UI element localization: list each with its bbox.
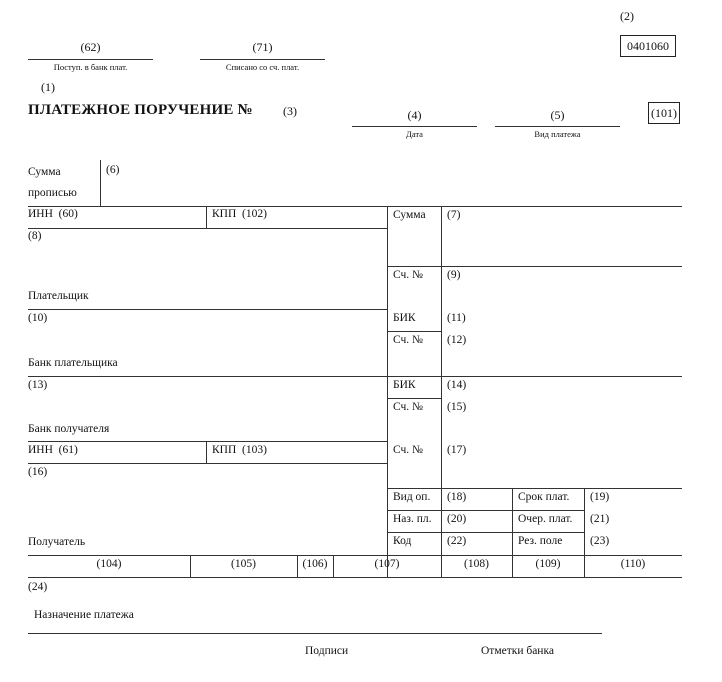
grid-line-purpose-code — [387, 510, 584, 511]
tax-field-110: (110) — [620, 558, 646, 570]
tax-field-105: (105) — [231, 558, 256, 570]
payee-bank-label: Банк получателя — [28, 423, 110, 435]
field-13: (13) — [28, 379, 48, 391]
payer-inn-label: ИНН (60) — [28, 208, 78, 220]
grid-v-payer-kpp — [206, 206, 207, 228]
field-18: (18) — [447, 491, 467, 503]
grid-line-payer-bik — [387, 331, 441, 332]
amount-words-label-2: прописью — [28, 187, 77, 199]
grid-line-payee-inn — [28, 463, 387, 464]
grid-line-payee-bank — [28, 441, 387, 442]
field-19: (19) — [590, 491, 610, 503]
grid-line-payer-inn — [28, 228, 387, 229]
date-line — [352, 126, 477, 127]
amount-words-label-1: Сумма — [28, 166, 61, 178]
payee-account-label: Сч. № — [393, 444, 424, 456]
field-20: (20) — [447, 513, 467, 525]
purpose-label: Назначение платежа — [34, 609, 134, 621]
tax-field-107: (107) — [374, 558, 400, 570]
field-16: (16) — [28, 466, 48, 478]
amount-words-divider — [100, 160, 101, 206]
tax-field-104: (104) — [96, 558, 122, 570]
debited-line — [200, 59, 325, 60]
received-line — [28, 59, 153, 60]
field-2: (2) — [620, 9, 634, 23]
field-62: (62) — [80, 40, 101, 54]
payee-label: Получатель — [28, 536, 86, 548]
page-title: ПЛАТЕЖНОЕ ПОРУЧЕНИЕ № — [28, 102, 253, 118]
payer-kpp-label: КПП (102) — [212, 208, 267, 220]
field-6: (6) — [106, 164, 120, 176]
sum-label: Сумма — [393, 209, 426, 221]
grid-line-sum — [387, 266, 682, 267]
payee-bank-account-label: Сч. № — [393, 401, 424, 413]
field-14: (14) — [447, 379, 467, 391]
tax-field-109: (109) — [535, 558, 561, 570]
payment-type-label: Вид платежа — [534, 129, 581, 139]
term-label: Срок плат. — [518, 491, 570, 503]
received-label: Поступ. в банк плат. — [53, 62, 128, 72]
field-1: (1) — [41, 80, 55, 94]
grid-v-payee-kpp — [206, 441, 207, 463]
reserve-label: Рез. поле — [518, 535, 563, 547]
payer-bik-label: БИК — [393, 312, 416, 324]
signatures-label: Подписи — [305, 645, 349, 657]
field-15: (15) — [447, 401, 467, 413]
field-11: (11) — [447, 312, 466, 324]
tax-field-108: (108) — [464, 558, 489, 570]
payer-account-label: Сч. № — [393, 269, 424, 281]
grid-v-main-1 — [387, 206, 388, 577]
grid-line-payer — [28, 309, 387, 310]
form-code-box: 0401060 — [620, 35, 676, 57]
payee-kpp-label: КПП (103) — [212, 444, 267, 456]
payer-bank-label: Банк плательщика — [28, 357, 118, 369]
payee-bik-label: БИК — [393, 379, 416, 391]
payer-label: Плательщик — [28, 290, 89, 302]
order-label: Очер. плат. — [518, 513, 573, 525]
bank-marks-label: Отметки банка — [481, 645, 554, 657]
field-21: (21) — [590, 513, 610, 525]
field-9: (9) — [447, 269, 461, 281]
debited-label: Списано со сч. плат. — [225, 62, 300, 72]
field-101-box: (101) — [648, 102, 680, 124]
field-8: (8) — [28, 230, 42, 242]
field-23: (23) — [590, 535, 610, 547]
tax-field-106: (106) — [302, 558, 328, 570]
field-22: (22) — [447, 535, 467, 547]
code-label: Код — [393, 535, 412, 547]
field-5: (5) — [550, 108, 565, 122]
field-3: (3) — [283, 104, 297, 118]
field-4: (4) — [407, 108, 422, 122]
date-label: Дата — [406, 129, 423, 139]
grid-line-op-type — [387, 488, 682, 489]
op-type-label: Вид оп. — [393, 491, 431, 503]
field-17: (17) — [447, 444, 467, 456]
grid-line-payee-bik — [387, 398, 441, 399]
grid-line-code — [387, 532, 584, 533]
grid-line-payee — [28, 555, 682, 556]
grid-line-tax — [28, 577, 682, 578]
field-12: (12) — [447, 334, 467, 346]
field-7: (7) — [447, 209, 461, 221]
payee-inn-label: ИНН (61) — [28, 444, 78, 456]
grid-line-top — [28, 206, 682, 207]
field-71: (71) — [252, 40, 273, 54]
payer-bank-account-label: Сч. № — [393, 334, 424, 346]
field-10: (10) — [28, 312, 48, 324]
grid-line-payer-bank — [28, 376, 682, 377]
field-24: (24) — [28, 581, 48, 593]
purpose-code-label: Наз. пл. — [393, 513, 432, 525]
grid-v-main-2 — [441, 206, 442, 577]
purpose-line — [28, 633, 602, 634]
payment-type-line — [495, 126, 620, 127]
